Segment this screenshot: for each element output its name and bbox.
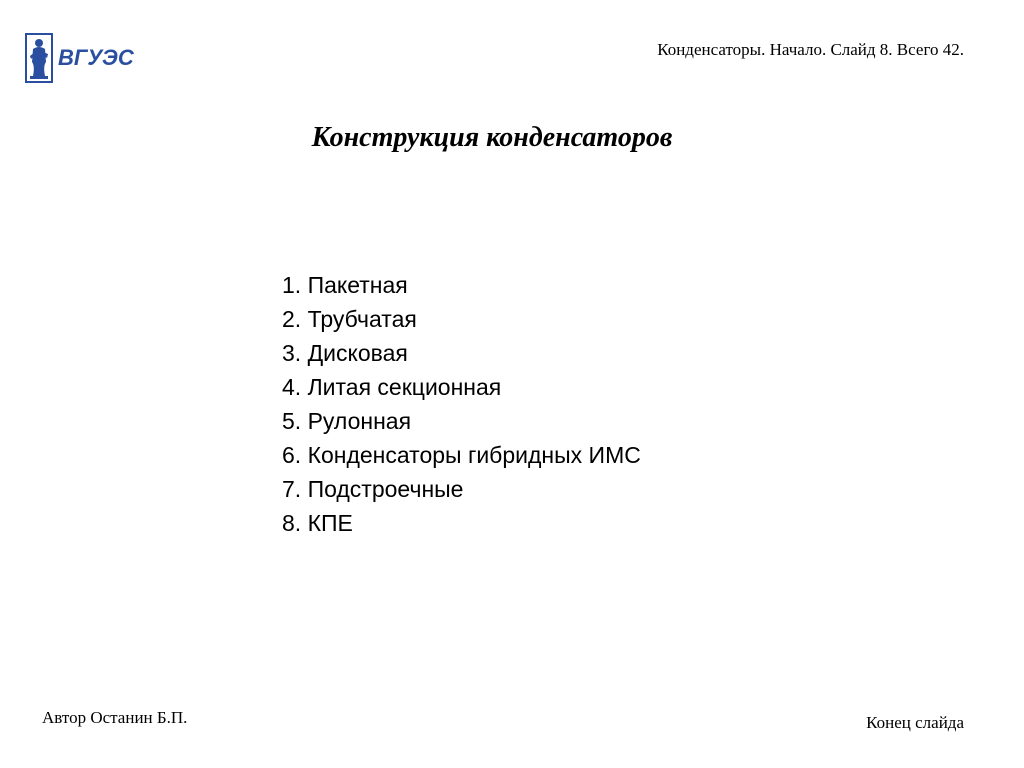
list-item: 2. Трубчатая (282, 306, 417, 332)
list-item: 8. КПЕ (282, 510, 353, 536)
list-item: 3. Дисковая (282, 340, 408, 366)
university-logo-icon[interactable] (24, 32, 144, 84)
list-item: 7. Подстроечные (282, 476, 464, 502)
list-item: 4. Литая секционная (282, 374, 502, 400)
list-item: 5. Рулонная (282, 408, 412, 434)
logo-text: ВГУЭС (58, 45, 134, 70)
page-title: Конструкция конденсаторов (311, 122, 673, 153)
end-slide-link[interactable]: Конец слайда (866, 713, 964, 732)
list-item: 6. Конденсаторы гибридных ИМС (282, 442, 641, 468)
author-label: Автор Останин Б.П. (42, 708, 188, 727)
construction-types-list (282, 268, 641, 540)
slide-caption: Конденсаторы. Начало. Слайд 8. Всего 42. (657, 40, 964, 59)
list-item: 1. Пакетная (282, 272, 408, 298)
